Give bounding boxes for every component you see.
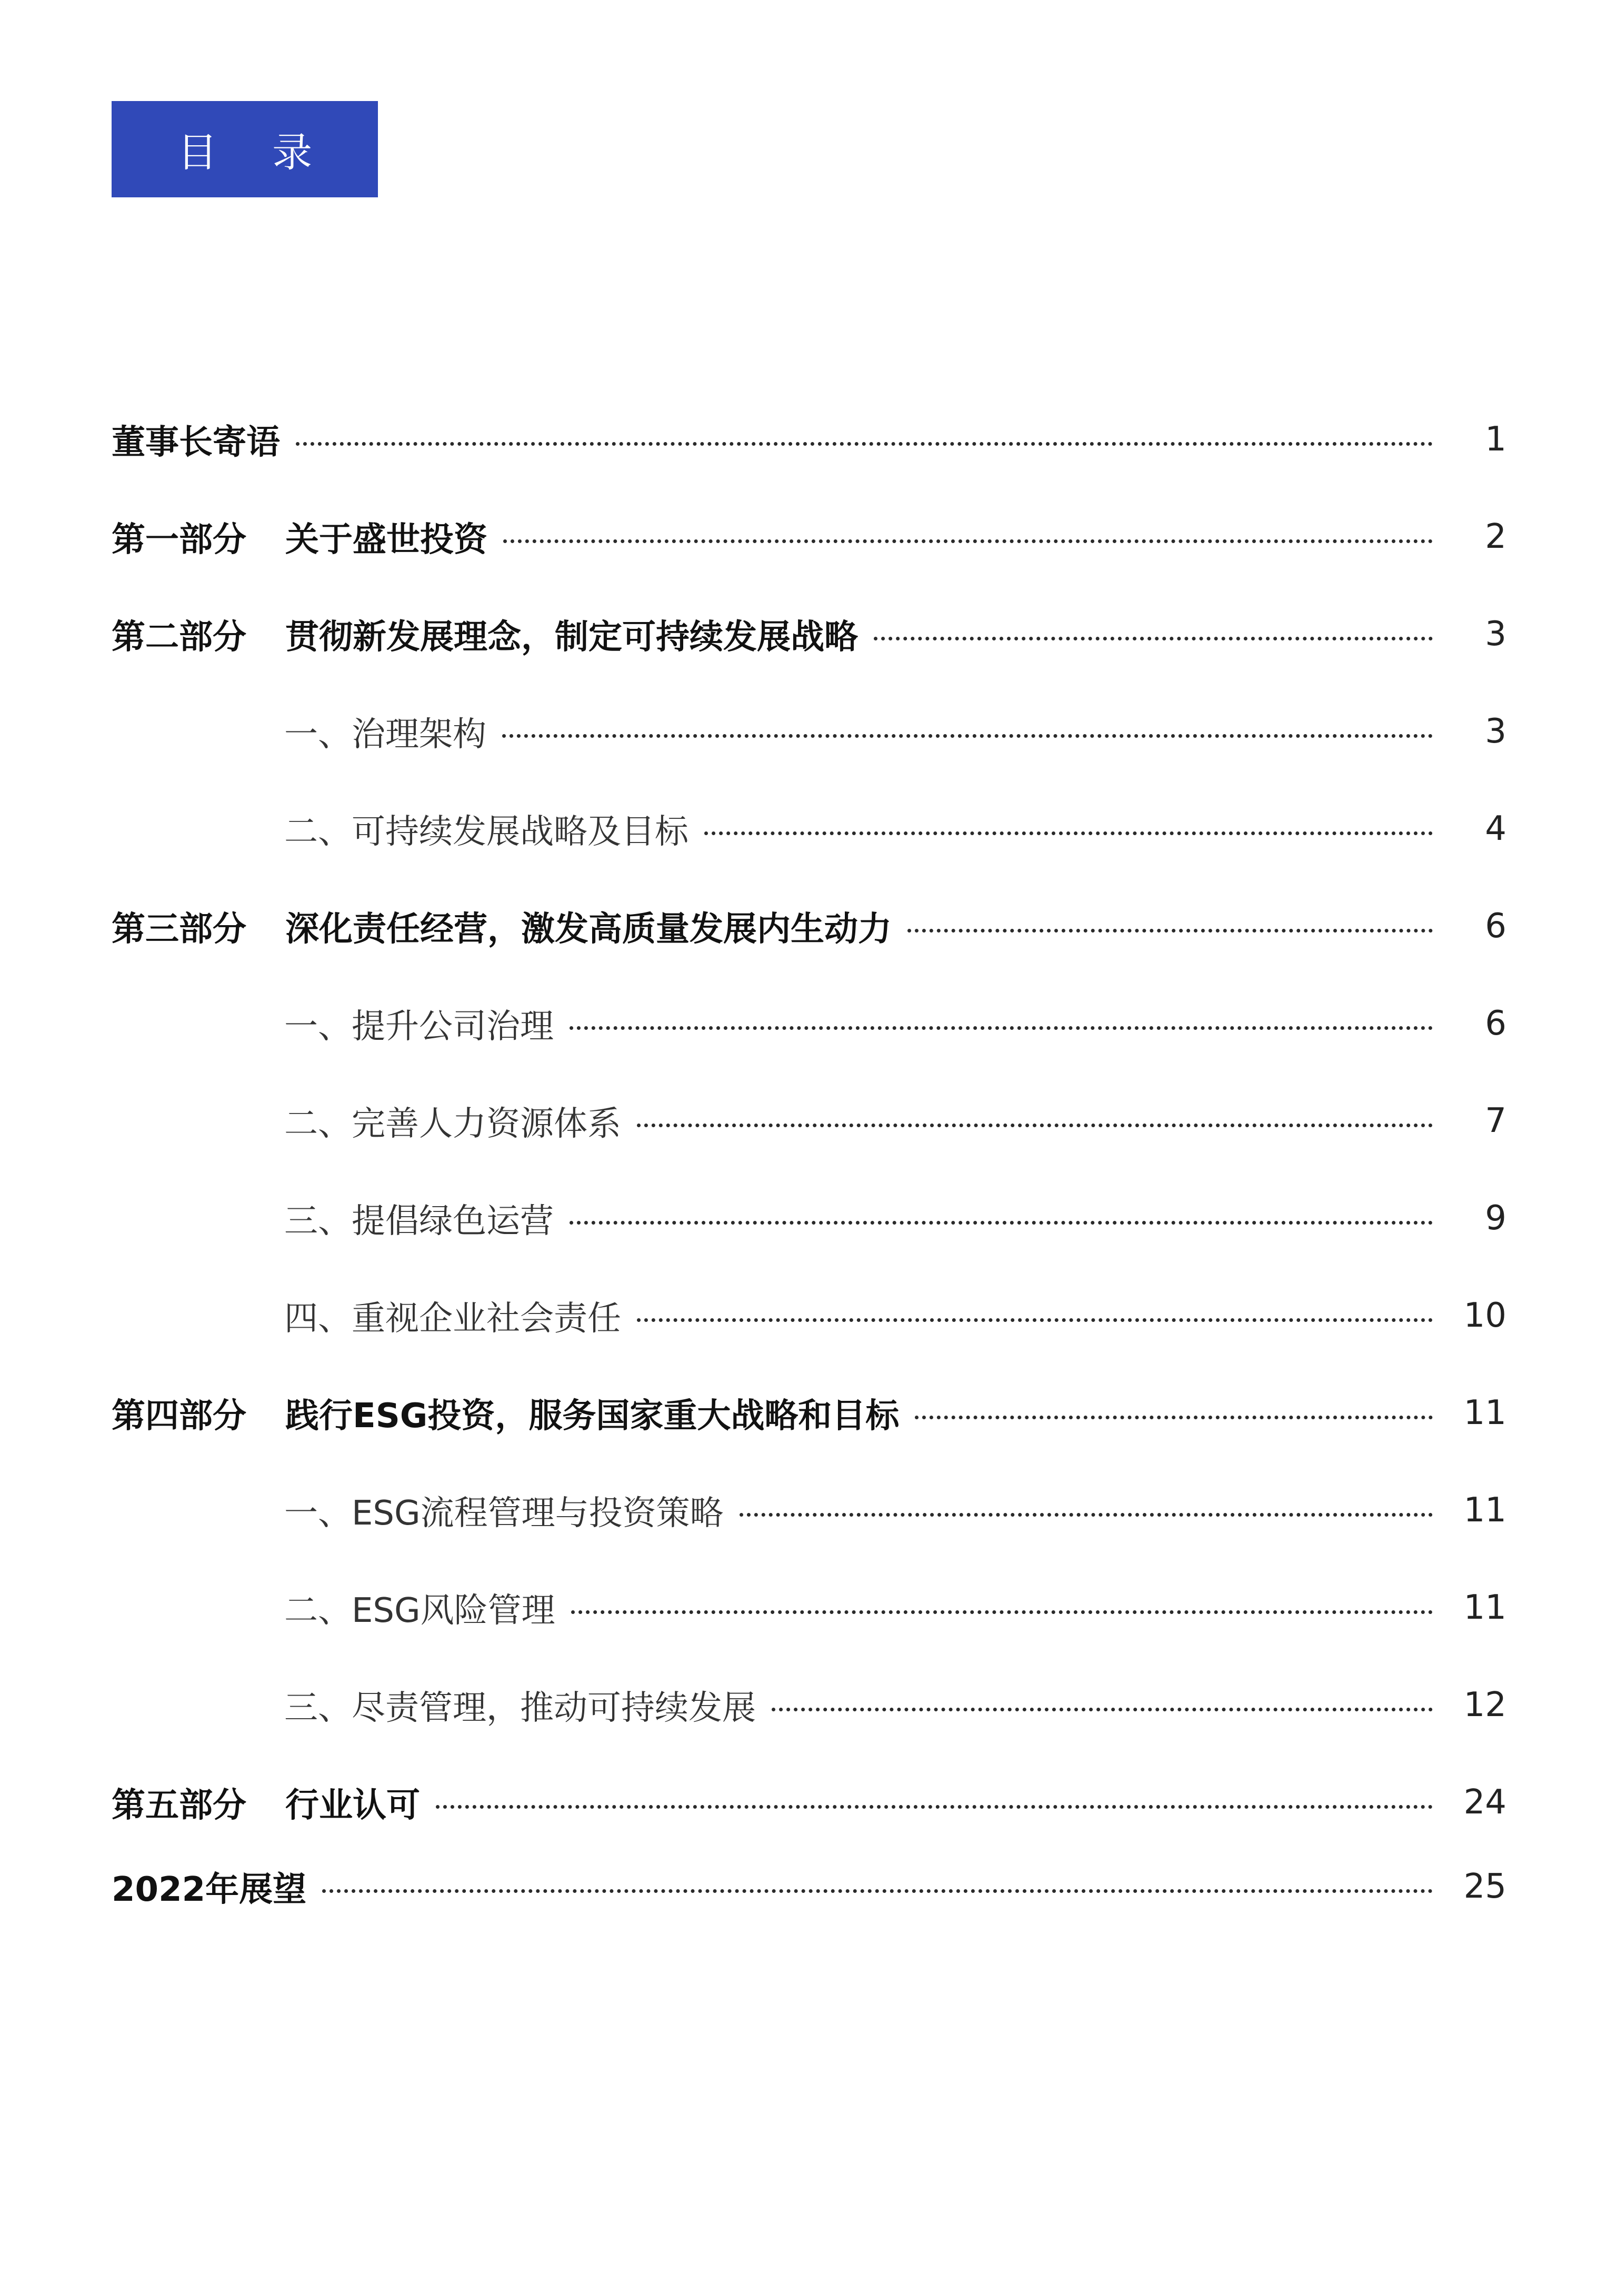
toc-subentry[interactable] — [112, 1481, 1506, 1539]
toc-subentry[interactable] — [112, 1092, 1506, 1150]
toc-entry-chairman-message[interactable] — [112, 410, 1506, 468]
toc-entry-label: 三、提倡绿色运营 — [284, 1202, 554, 1241]
toc-page-number: 11 — [1463, 1588, 1506, 1627]
toc-page-number: 11 — [1463, 1393, 1506, 1432]
dot-leader — [740, 1513, 1433, 1517]
dot-leader — [436, 1805, 1433, 1809]
toc-page-number: 9 — [1485, 1199, 1506, 1238]
toc-subentry[interactable] — [112, 995, 1506, 1052]
toc-entry-label: 一、治理架构 — [284, 715, 486, 754]
toc-page-number: 3 — [1485, 615, 1506, 654]
toc-page-number: 11 — [1463, 1491, 1506, 1530]
toc-title: 目 录 — [177, 129, 334, 176]
toc-page-number: 6 — [1485, 907, 1506, 946]
dot-leader — [915, 1416, 1433, 1419]
toc-entry-label: 二、可持续发展战略及目标 — [284, 813, 688, 851]
dot-leader — [772, 1708, 1433, 1711]
toc-entry-label: 深化责任经营，激发高质量发展内生动力 — [285, 910, 892, 949]
toc-entry-label: 一、ESG流程管理与投资策略 — [284, 1494, 724, 1533]
toc-entry-label: 2022年展望 — [112, 1870, 307, 1909]
dot-leader — [571, 1610, 1433, 1614]
dot-leader — [296, 442, 1433, 446]
toc-entry-part-5[interactable] — [112, 1773, 1506, 1831]
toc-page-number: 2 — [1485, 517, 1506, 556]
toc-entry-label: 董事长寄语 — [112, 423, 280, 462]
toc-subentry[interactable] — [112, 1676, 1506, 1734]
dot-leader — [570, 1026, 1433, 1030]
toc-subentry[interactable] — [112, 1287, 1506, 1345]
toc-subentry[interactable] — [112, 703, 1506, 760]
toc-part-label: 第二部分 — [112, 618, 246, 657]
toc-part-label: 第四部分 — [112, 1397, 246, 1436]
toc-entry-label: 一、提升公司治理 — [284, 1007, 554, 1046]
toc-page-number: 7 — [1485, 1101, 1506, 1140]
dot-leader — [322, 1889, 1433, 1893]
toc-page-number: 24 — [1463, 1783, 1506, 1822]
toc-page-number: 1 — [1485, 420, 1506, 459]
dot-leader — [502, 734, 1433, 738]
toc-page-number: 25 — [1463, 1867, 1506, 1906]
toc-entry-label: 二、完善人力资源体系 — [284, 1105, 621, 1144]
toc-entry-label: 二、ESG风险管理 — [284, 1591, 555, 1630]
toc-entry-label: 践行ESG投资，服务国家重大战略和目标 — [285, 1397, 900, 1436]
toc-subentry[interactable] — [112, 1189, 1506, 1247]
toc-entry-outlook-2022[interactable] — [112, 1858, 1506, 1916]
toc-part-label: 第五部分 — [112, 1786, 246, 1825]
toc-page-number: 6 — [1485, 1004, 1506, 1043]
dot-leader — [637, 1318, 1433, 1322]
toc-entry-label: 四、重视企业社会责任 — [284, 1299, 621, 1338]
toc-part-label: 第一部分 — [112, 520, 246, 559]
toc-page-number: 4 — [1485, 809, 1506, 848]
dot-leader — [907, 929, 1433, 933]
table-of-contents — [112, 0, 1506, 2296]
toc-entry-part-2[interactable] — [112, 605, 1506, 663]
dot-leader — [637, 1124, 1433, 1127]
toc-entry-label: 贯彻新发展理念，制定可持续发展战略 — [285, 618, 858, 657]
toc-entry-label: 三、尽责管理，推动可持续发展 — [284, 1689, 756, 1728]
toc-page-number: 3 — [1485, 712, 1506, 751]
toc-entry-part-3[interactable] — [112, 897, 1506, 955]
toc-page-number: 12 — [1463, 1686, 1506, 1724]
toc-entry-label: 关于盛世投资 — [285, 520, 487, 559]
dot-leader — [874, 637, 1433, 640]
toc-entry-label: 行业认可 — [285, 1786, 420, 1825]
toc-page-number: 10 — [1463, 1296, 1506, 1335]
toc-part-label: 第三部分 — [112, 910, 246, 949]
toc-subentry[interactable] — [112, 800, 1506, 858]
toc-entry-part-4[interactable] — [112, 1384, 1506, 1442]
dot-leader — [503, 539, 1433, 543]
dot-leader — [704, 831, 1433, 835]
toc-subentry[interactable] — [112, 1579, 1506, 1637]
toc-entry-part-1[interactable] — [112, 508, 1506, 566]
dot-leader — [570, 1221, 1433, 1225]
